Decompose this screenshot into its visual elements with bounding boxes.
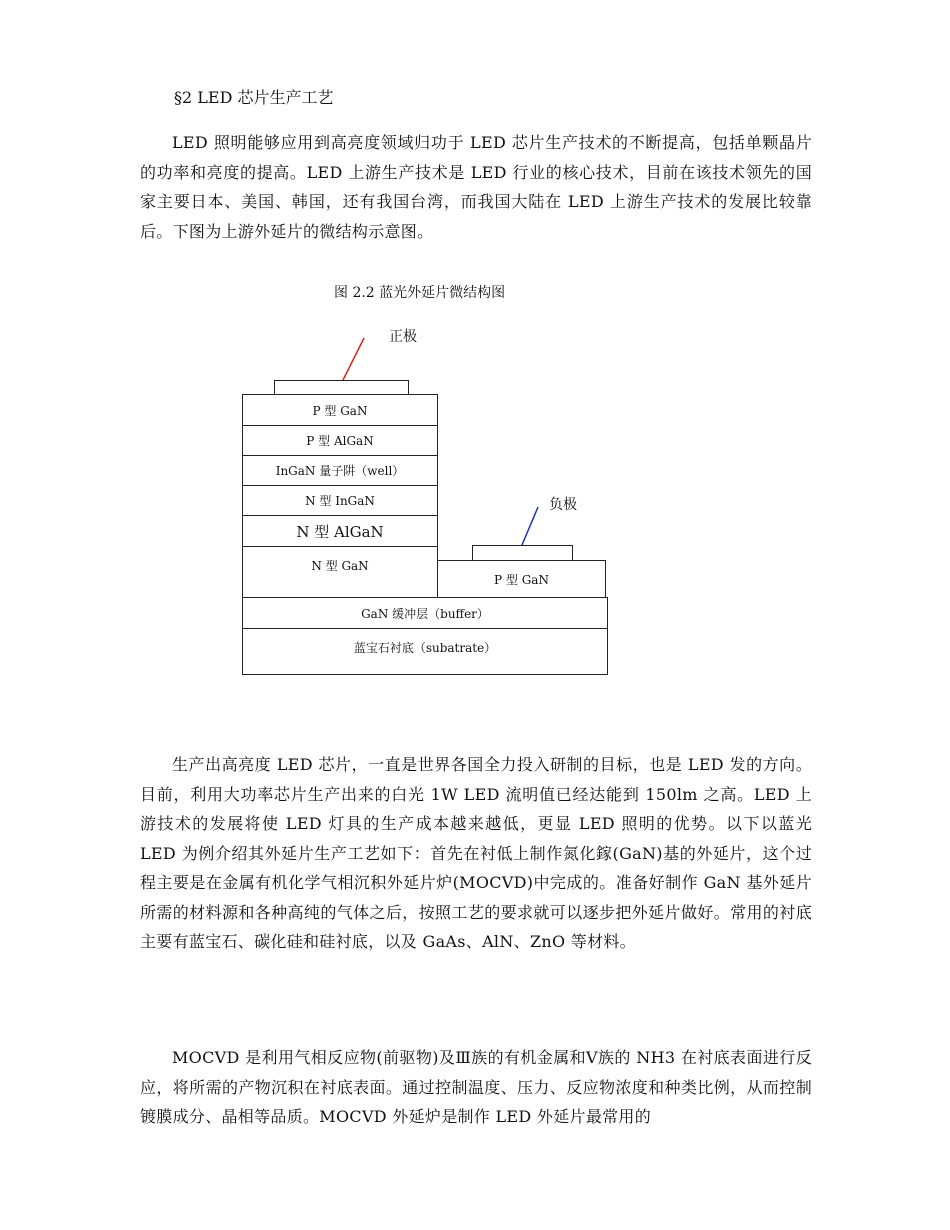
layer-label: P 型 GaN [312, 403, 368, 418]
paragraph-mocvd: MOCVD 是利用气相反应物(前驱物)及Ⅲ族的有机金属和Ⅴ族的 NH3 在衬底表面进行反应，将所需的产物沉积在衬底表面。通过控制温度、压力、反应物浓度和种类比例，从而控制镀膜成分、晶相等品质。MOCVD 外延炉是制作 LED 外延片最常用的 [140, 1048, 812, 1126]
layer-p-algan [242, 425, 438, 456]
figure-caption: 图 2.2 蓝光外延片微结构图 [334, 285, 506, 301]
layer-right-p-gan [437, 560, 606, 598]
layer-n-algan [242, 515, 438, 547]
layer-ingan-well [242, 455, 438, 486]
paragraph-intro: LED 照明能够应用到高亮度领域归功于 LED 芯片生产技术的不断提高，包括单颗晶片的功率和亮度的提高。LED 上游生产技术是 LED 行业的核心技术，目前在该技术领先的国家主要日本、美国、韩国，还有我国台湾，而我国大陆在 LED 上游生产技术的发展比较靠后。下图为上游外延片的微结构示意图。 [140, 133, 812, 241]
layer-label: P 型 AlGaN [306, 434, 374, 448]
cathode-pad [472, 545, 573, 561]
layer-substrate [242, 628, 608, 675]
layer-label: 蓝宝石衬底（subatrate） [353, 641, 497, 655]
layer-label: InGaN 量子阱（well） [275, 464, 405, 478]
anode-pad [274, 380, 409, 395]
cathode-wire [522, 507, 538, 545]
layer-n-ingan [242, 485, 438, 516]
layer-n-gan [242, 546, 438, 598]
layer-buffer [242, 597, 608, 629]
section-heading: §2 LED 芯片生产工艺 [174, 88, 334, 107]
layer-label: N 型 GaN [311, 559, 369, 573]
layer-p-gan [242, 394, 438, 426]
paragraph-process: 生产出高亮度 LED 芯片，一直是世界各国全力投入研制的目标，也是 LED 发的方向。目前，利用大功率芯片生产出来的白光 1W LED 流明值已经达能到 150lm 之高。LED 上游技术的发展将使 LED 灯具的生产成本越来越低，更显 LED 照明的优势。以下以蓝光 LED 为例介绍其外延片生产工艺如下：首先在衬低上制作氮化鎵(GaN)基的外延片，这个过程主要是在金属有机化学气相沉积外延片炉(MOCVD)中完成的。准备好制作 GaN 基外延片所需的材料源和各种高纯的气体之后，按照工艺的要求就可以逐步把外延片做好。常用的衬底主要有蓝宝石、碳化硅和硅衬底，以及 GaAs、AlN、ZnO 等材料。 [140, 755, 812, 951]
anode-label: 正极 [389, 329, 417, 345]
layer-label: GaN 缓冲层（buffer） [361, 606, 489, 621]
cathode-label: 负极 [549, 497, 577, 513]
layer-label: N 型 AlGaN [296, 522, 384, 541]
layer-label: N 型 InGaN [305, 494, 375, 508]
layer-label: P 型 GaN [494, 572, 549, 587]
anode-wire [343, 338, 364, 380]
